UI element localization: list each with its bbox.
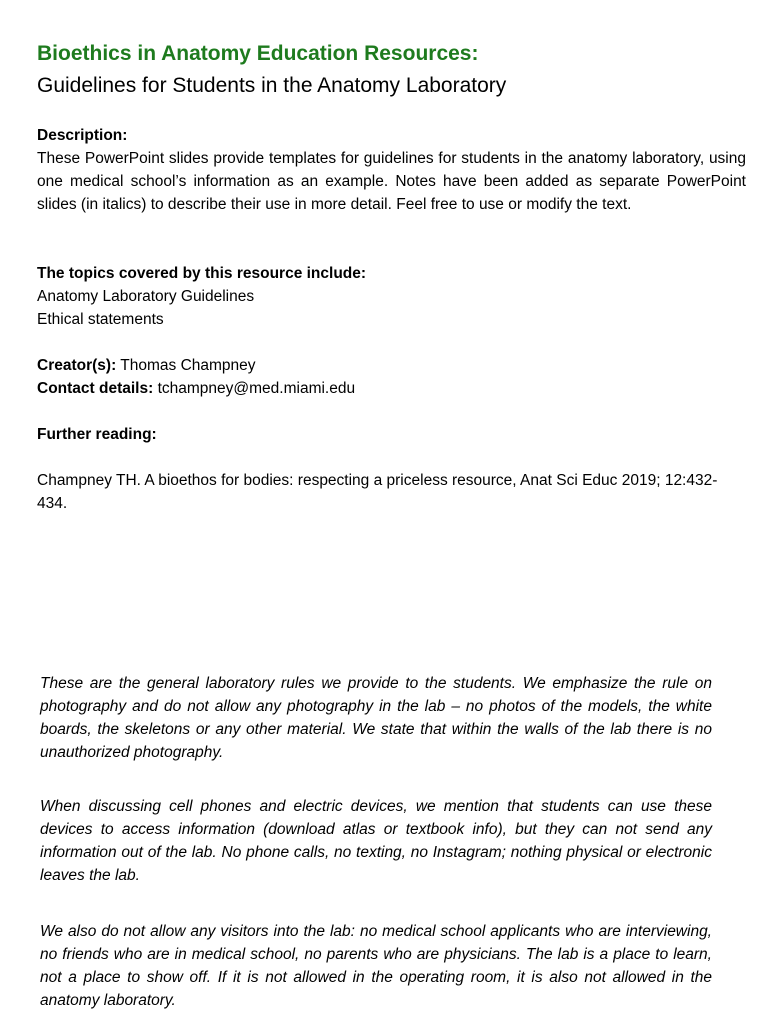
description-heading: Description: xyxy=(37,127,128,144)
topic-item: Ethical statements xyxy=(37,311,164,328)
reference-citation: Champney TH. A bioethos for bodies: respecting a priceless resource, Anat Sci Educ 2019; 12:432-434. xyxy=(37,472,718,512)
contact-label: Contact details: xyxy=(37,380,154,397)
note-paragraph: We also do not allow any visitors into the lab: no medical school applicants who are interviewing, no friends who are in medical school, no parents who are physicians. The lab is a place to learn, not a place to show off. If it is not allowed in the operating room, it is also not allowed in the anatomy laboratory. xyxy=(40,923,712,1009)
description-section xyxy=(37,124,746,216)
creator-name: Thomas Champney xyxy=(120,357,256,374)
creator-label: Creator(s): xyxy=(37,357,117,374)
topics-section xyxy=(37,262,746,331)
page-title: Bioethics in Anatomy Education Resources: xyxy=(37,42,479,65)
page-subtitle: Guidelines for Students in the Anatomy Laboratory xyxy=(37,74,507,97)
creator-section xyxy=(37,354,746,400)
note-paragraph: These are the general laboratory rules we provide to the students. We emphasize the rule on photography and do not allow any photography in the lab – no photos of the models, the white boards, the skeletons or any other material. We state that within the walls of the lab there is no unauthorized photography. xyxy=(40,675,712,761)
contact-email: tchampney@med.miami.edu xyxy=(157,380,356,397)
description-text: These PowerPoint slides provide templates for guidelines for students in the anatomy laboratory, using one medical school’s information as an example. Notes have been added as separate PowerPoint slides (in italics) to describe their use in more detail. Feel free to use or modify the text. xyxy=(37,150,746,213)
further-reading-section xyxy=(37,423,746,446)
note-paragraph: When discussing cell phones and electric devices, we mention that students can use these devices to access information (download atlas or textbook info), but they can not send any information out of the lab. No phone calls, no texting, no Instagram; nothing physical or electronic leaves the lab. xyxy=(40,798,712,884)
topic-item: Anatomy Laboratory Guidelines xyxy=(37,288,255,305)
contact-line xyxy=(37,377,746,400)
topics-heading: The topics covered by this resource include: xyxy=(37,265,367,282)
further-reading-heading: Further reading: xyxy=(37,426,157,443)
creator-line xyxy=(37,354,746,377)
